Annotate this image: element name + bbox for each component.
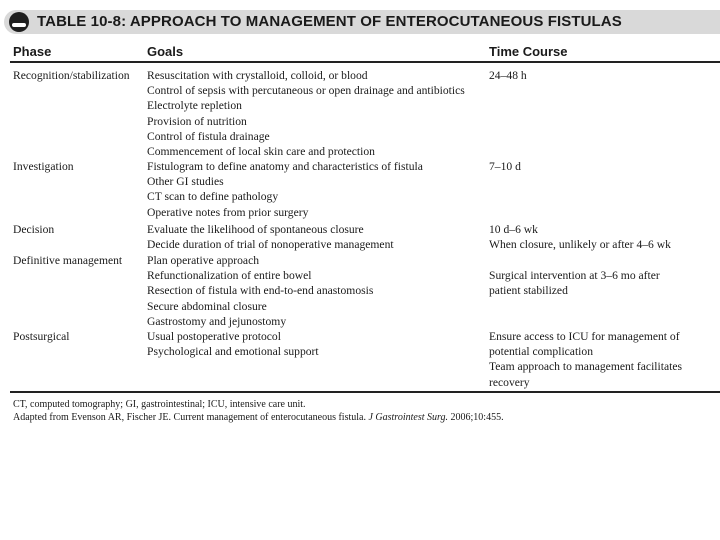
phase-cell: Recognition/stabilization <box>13 69 130 82</box>
goal-item: Secure abdominal closure <box>147 299 267 313</box>
time-course-cell: 10 d–6 wk <box>489 223 538 236</box>
table-bullet-icon <box>9 12 29 32</box>
footnote-source <box>13 411 504 424</box>
source-journal: J Gastrointest Surg. <box>368 412 449 423</box>
goal-item: Psychological and emotional support <box>147 345 319 359</box>
phase-cell: Decision <box>13 223 55 236</box>
column-header-phase: Phase <box>13 44 52 59</box>
goal-item: Resection of fistula with end-to-end anastomosis <box>147 284 374 298</box>
goal-item: Resuscitation with crystalloid, colloid, or blood <box>147 69 368 82</box>
time-course-cell: 7–10 d <box>489 160 521 173</box>
goal-item: Electrolyte repletion <box>147 99 242 113</box>
time-course-cell: Surgical intervention at 3–6 mo after <box>489 269 660 283</box>
goal-item: Control of fistula drainage <box>147 129 270 143</box>
table-title: TABLE 10-8: APPROACH TO MANAGEMENT OF ENTEROCUTANEOUS FISTULAS <box>37 13 622 30</box>
goal-item: Fistulogram to define anatomy and characteristics of fistula <box>147 160 423 173</box>
goal-item: Control of sepsis with percutaneous or open drainage and antibiotics <box>147 84 465 98</box>
goal-item: Commencement of local skin care and protection <box>147 145 375 158</box>
phase-cell: Definitive management <box>13 254 123 267</box>
goal-item: Decide duration of trial of nonoperative management <box>147 238 394 252</box>
source-citation: 2006;10:455. <box>448 412 504 423</box>
goal-item: CT scan to define pathology <box>147 190 279 204</box>
column-header-time-course: Time Course <box>489 44 568 59</box>
goal-item: Other GI studies <box>147 175 224 189</box>
goal-item: Operative notes from prior surgery <box>147 205 309 219</box>
header-rule <box>10 61 720 63</box>
time-course-cell: When closure, unlikely or after 4–6 wk <box>489 238 671 252</box>
goal-item: Provision of nutrition <box>147 114 247 128</box>
time-course-cell: Team approach to management facilitates <box>489 360 682 374</box>
time-course-cell: patient stabilized <box>489 284 568 298</box>
goal-item: Refunctionalization of entire bowel <box>147 269 312 283</box>
phase-cell: Investigation <box>13 160 74 173</box>
table-title-bar <box>4 10 720 34</box>
time-course-cell: recovery <box>489 375 530 389</box>
goal-item: Plan operative approach <box>147 254 260 267</box>
column-header-goals: Goals <box>147 44 184 59</box>
time-course-cell: Ensure access to ICU for management of <box>489 330 680 343</box>
goal-item: Usual postoperative protocol <box>147 330 281 343</box>
goal-item: Gastrostomy and jejunostomy <box>147 314 287 328</box>
goal-item: Evaluate the likelihood of spontaneous closure <box>147 223 364 236</box>
time-course-cell: potential complication <box>489 345 593 359</box>
source-text: Adapted from Evenson AR, Fischer JE. Current management of enterocutaneous fistula. <box>13 412 369 423</box>
footnote-abbreviations: CT, computed tomography; GI, gastrointestinal; ICU, intensive care unit. <box>13 399 306 410</box>
bottom-rule <box>10 391 720 393</box>
time-course-cell: 24–48 h <box>489 69 527 82</box>
phase-cell: Postsurgical <box>13 330 70 343</box>
